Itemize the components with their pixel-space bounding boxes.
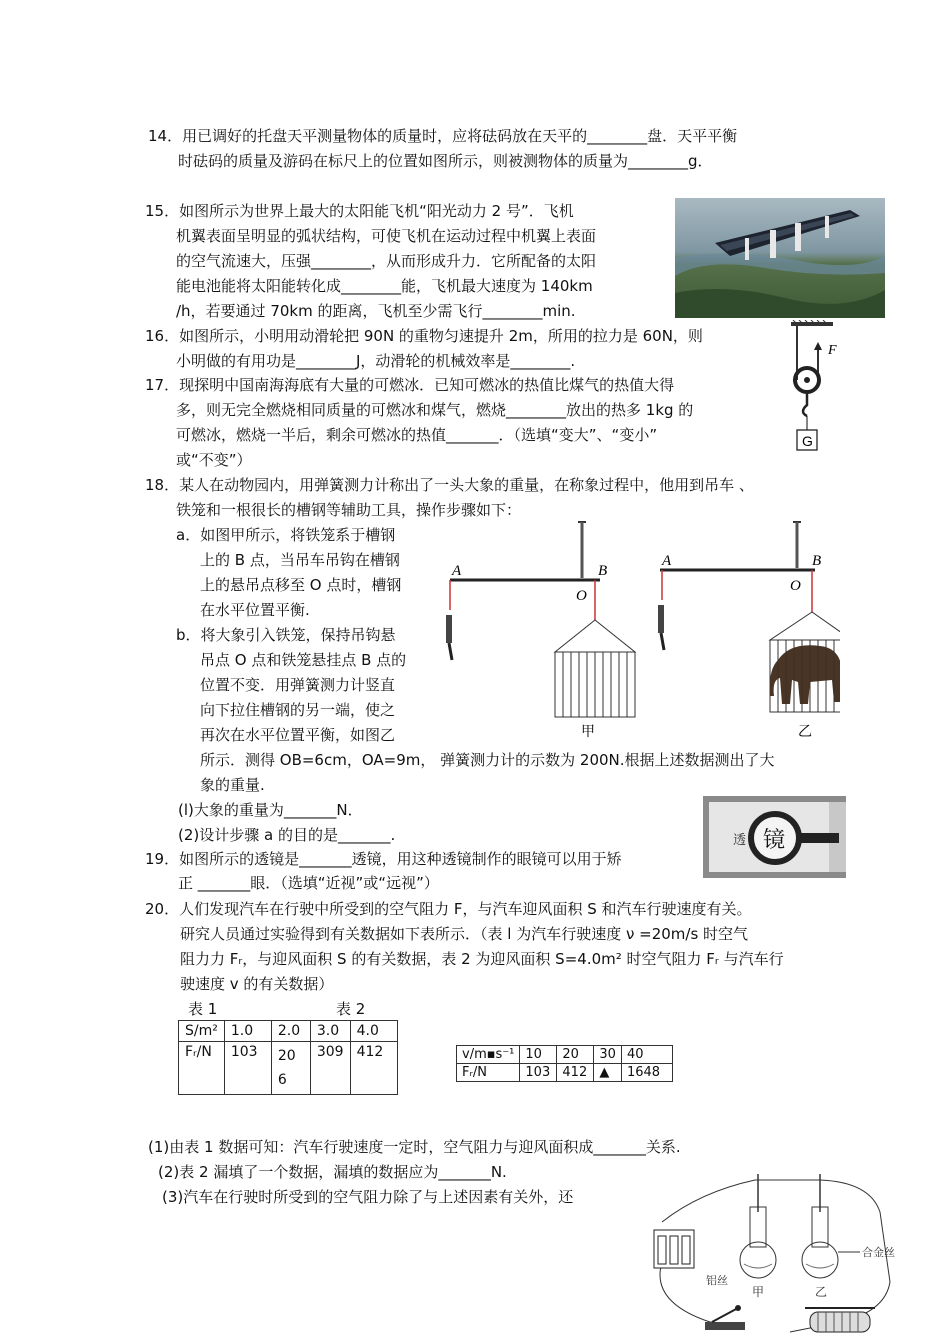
table-cell: 20 6 bbox=[271, 1042, 310, 1095]
q18-a2: 上的 B 点，当吊车吊钩在槽钢 bbox=[200, 551, 400, 569]
q18-b3: 位置不变．用弹簧测力计竖直 bbox=[200, 676, 396, 694]
q18-a1: a．如图甲所示，将铁笼系于槽钢 bbox=[176, 526, 396, 544]
q18-b5: 再次在水平位置平衡，如图乙 bbox=[200, 726, 396, 744]
q17-line4: 或“不变”） bbox=[176, 451, 252, 469]
q18-b2: 吊点 O 点和铁笼悬挂点 B 点的 bbox=[200, 651, 407, 669]
q17-line2: 多，则无完全燃烧相同质量的可燃冰和煤气，燃烧________放出的热多 1kg 的 bbox=[176, 401, 694, 419]
q14-line1: 14．用已调好的托盘天平测量物体的质量时，应将砝码放在天平的________盘．天平平衡 bbox=[148, 127, 738, 145]
q18-b4: 向下拉住槽钢的另一端，使之 bbox=[200, 701, 396, 719]
table-cell: Fᵣ/N bbox=[179, 1042, 225, 1095]
pulley-figure bbox=[785, 320, 845, 455]
lens-photo bbox=[703, 796, 846, 878]
flask-yi bbox=[802, 1174, 838, 1278]
table-cell: 309 bbox=[310, 1042, 350, 1095]
q15-line2: 机翼表面呈明显的弧状结构，可使飞机在运动过程中机翼上表面 bbox=[176, 227, 597, 245]
label-a-jia: A bbox=[452, 563, 462, 579]
flask-jia bbox=[740, 1174, 776, 1278]
table-cell: 2.0 bbox=[271, 1021, 310, 1042]
table-row bbox=[179, 1042, 398, 1095]
q17-line1: 17．现探明中国南海海底有大量的可燃冰．已知可燃冰的热值比煤气的热值大得 bbox=[145, 376, 675, 394]
q15-line3: 的空气流速大，压强________，从而形成升力．它所配备的太阳 bbox=[176, 252, 597, 270]
table-cell: 1.0 bbox=[224, 1021, 271, 1042]
q18-a3: 上的悬吊点移至 O 点时，槽钢 bbox=[200, 576, 402, 594]
table-cell: ▲ bbox=[594, 1064, 622, 1082]
q20-sub2: (2)表 2 漏填了一个数据，漏填的数据应为_______N. bbox=[158, 1163, 507, 1181]
q18-sub1: (l)大象的重量为_______N． bbox=[178, 801, 363, 819]
q18-a4: 在水平位置平衡. bbox=[200, 601, 310, 619]
table-row bbox=[457, 1046, 673, 1064]
table-cell: S/m² bbox=[179, 1021, 225, 1042]
table-cell: 40 bbox=[621, 1046, 672, 1064]
q18-b6: 所示．测得 OB=6cm，OA=9m， 弹簧测力计的示数为 200N.根据上述数据测出了大 bbox=[200, 751, 775, 769]
q15-line5: /h，若要通过 70km 的距离，飞机至少需飞行________min. bbox=[176, 302, 576, 320]
table-row bbox=[457, 1064, 673, 1082]
q20-line2: 研究人员通过实验得到有关数据如下表所示．（表 l 为汽车行驶速度 ν =20m/s 时空气 bbox=[180, 925, 749, 943]
table-cell: 412 bbox=[350, 1042, 397, 1095]
q15-line1: 15．如图所示为世界上最大的太阳能飞机“阳光动力 2 号”．飞机 bbox=[145, 202, 574, 220]
flask-yi-label: 乙 bbox=[815, 1285, 828, 1299]
q18-b1: b．将大象引入铁笼，保持吊钩悬 bbox=[176, 626, 396, 644]
q16-line2: 小明做的有用功是________J，动滑轮的机械效率是________. bbox=[176, 352, 576, 370]
label-o-jia: O bbox=[576, 588, 587, 604]
table-row bbox=[179, 1021, 398, 1042]
circuit-figure bbox=[640, 1172, 910, 1344]
label-b-jia: B bbox=[598, 563, 608, 579]
q20-sub3: (3)汽车在行驶时所受到的空气阻力除了与上述因素有关外，还 bbox=[162, 1188, 574, 1206]
aluminum-wire-label: 铝丝 bbox=[706, 1274, 728, 1287]
table-cell: v/m▪s⁻¹ bbox=[457, 1046, 520, 1064]
caption-jia: 甲 bbox=[581, 724, 595, 740]
table-cell: Fᵣ/N bbox=[457, 1064, 520, 1082]
table-cell: 10 bbox=[520, 1046, 557, 1064]
elephant-lever-figure bbox=[440, 520, 840, 745]
rheostat-icon bbox=[805, 1308, 875, 1332]
q20-line3: 阻力力 Fᵣ，与迎风面积 S 的有关数据，表 2 为迎风面积 S=4.0m² 时空气阻力 Fᵣ 与汽车行 bbox=[180, 950, 784, 968]
label-a-yi: A bbox=[662, 553, 672, 569]
table2-caption: 表 2 bbox=[336, 1000, 366, 1018]
force-label: F bbox=[828, 343, 837, 358]
lens-small-char: 透 bbox=[733, 833, 747, 848]
q18-b7: 象的重量. bbox=[200, 776, 265, 794]
label-b-yi: B bbox=[812, 553, 822, 569]
label-o-yi: O bbox=[790, 578, 801, 594]
q20-line4: 驶速度 v 的有关数据） bbox=[180, 975, 334, 993]
q20-line1: 20．人们发现汽车在行驶中所受到的空气阻力 F，与汽车迎风面积 S 和汽车行驶速度有关。 bbox=[145, 900, 752, 918]
figure-jia bbox=[446, 522, 635, 740]
q17-line3: 可燃冰，燃烧一半后，剩余可燃冰的热值_______．（选填“变大”、“变小” bbox=[176, 426, 658, 444]
q16-line1: 16．如图所示，小明用动滑轮把 90N 的重物匀速提升 2m，所用的拉力是 60N，则 bbox=[145, 327, 703, 345]
table-cell: 20 bbox=[557, 1046, 594, 1064]
table-2 bbox=[456, 1045, 673, 1082]
table-cell: 30 bbox=[594, 1046, 622, 1064]
alloy-wire-label: 合金丝 bbox=[862, 1246, 895, 1259]
q19-line2: 正 _______眼．（选填“近视”或“远视”） bbox=[178, 874, 439, 892]
q20-sub1: (1)由表 1 数据可知：汽车行驶速度一定时，空气阻力与迎风面积成_______关系. bbox=[148, 1138, 681, 1156]
table-cell: 3.0 bbox=[310, 1021, 350, 1042]
q15-line4: 能电池能将太阳能转化成________能，飞机最大速度为 140km bbox=[176, 277, 593, 295]
table-cell: 4.0 bbox=[350, 1021, 397, 1042]
table-cell: 1648 bbox=[621, 1064, 672, 1082]
q18-line1: 18．某人在动物园内，用弹簧测力计称出了一头大象的重量，在称象过程中，他用到吊车 、 bbox=[145, 476, 754, 494]
q18-sub2: (2)设计步骤 a 的目的是_______. bbox=[178, 826, 396, 844]
switch-icon bbox=[705, 1305, 745, 1330]
table-cell: 103 bbox=[520, 1064, 557, 1082]
q19-line1: 19．如图所示的透镜是_______透镜，用这种透镜制作的眼镜可以用于矫 bbox=[145, 850, 622, 868]
table1-caption: 表 1 bbox=[188, 1000, 218, 1018]
q18-line2: 铁笼和一根很长的槽钢等辅助工具，操作步骤如下： bbox=[176, 501, 522, 519]
solar-plane-photo bbox=[675, 198, 885, 318]
caption-yi: 乙 bbox=[798, 724, 812, 740]
battery-icon bbox=[654, 1230, 694, 1268]
q14-line2: 时砝码的质量及游码在标尺上的位置如图所示，则被测物体的质量为________g． bbox=[178, 152, 713, 170]
table-cell: 412 bbox=[557, 1064, 594, 1082]
table-cell: 103 bbox=[224, 1042, 271, 1095]
weight-label: G bbox=[802, 433, 813, 449]
flask-jia-label: 甲 bbox=[752, 1285, 765, 1299]
lens-big-char: 镜 bbox=[763, 828, 786, 853]
figure-yi bbox=[658, 522, 840, 740]
table-1 bbox=[178, 1020, 398, 1095]
